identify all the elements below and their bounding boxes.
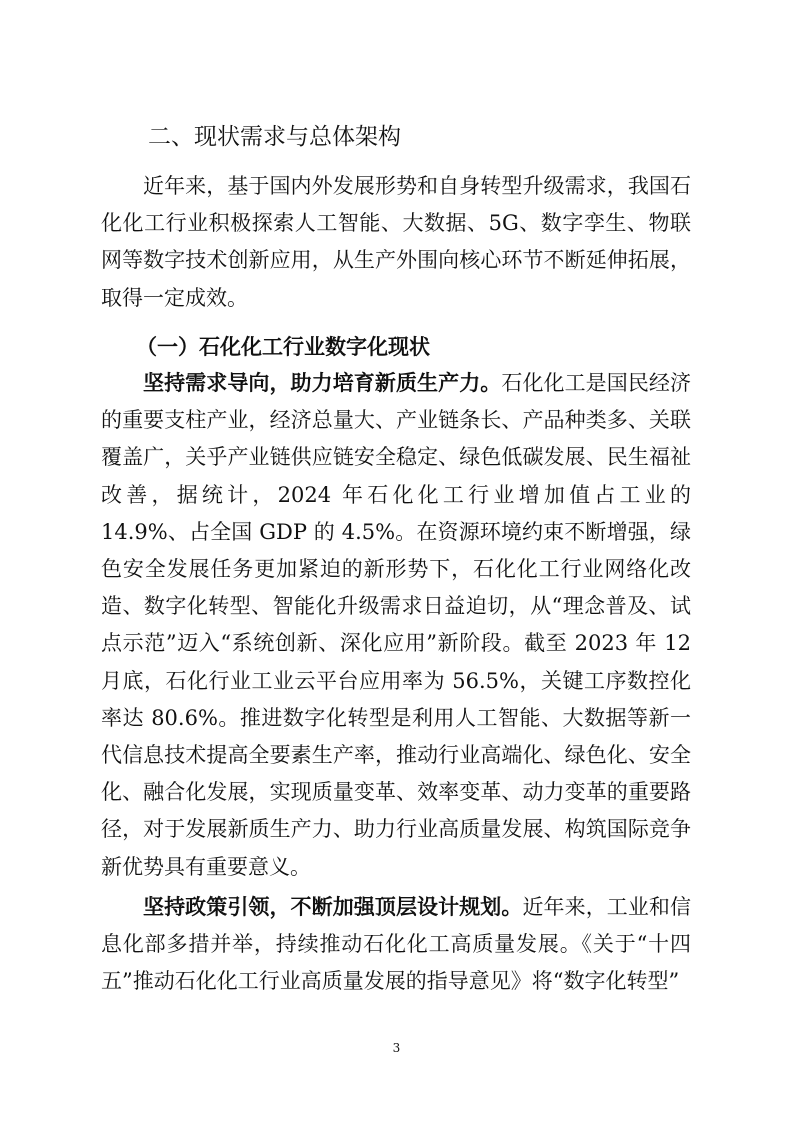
demand-paragraph bbox=[101, 365, 691, 886]
page-number: 3 bbox=[392, 1041, 401, 1055]
policy-paragraph bbox=[101, 889, 691, 1001]
section-heading: 二、现状需求与总体架构 bbox=[148, 124, 401, 150]
policy-paragraph-body: 近年来，工业和信息化部多措并举，持续推动石化化工高质量发展。《关于“十四五”推动石化化工行业高质量发展的指导意见》将“数字化转型” bbox=[101, 895, 692, 994]
policy-paragraph-lead: 坚持政策引领，不断加强顶层设计规划。 bbox=[143, 895, 523, 919]
intro-paragraph: 近年来，基于国内外发展形势和自身转型升级需求，我国石化化工行业积极探索人工智能、大数据、5G、数字孪生、物联网等数字技术创新应用，从生产外围向核心环节不断延伸拓展，取得一定成效。 bbox=[101, 174, 691, 310]
demand-paragraph-body: 石化化工是国民经济的重要支柱产业，经济总量大、产业链条长、产品种类多、关联覆盖广，关乎产业链供应链安全稳定、绿色低碳发展、民生福祉改善，据统计，2024 年石化化工行业增加值占工业的 14.9%、占全国 GDP 的 4.5%。在资源环境约束不断增强，绿色安全发展任务更加紧迫的新形势下，石化化工行业网络化改造、数字化转型、智能化升级需求日益迫切，从“理念普及、试点示范”迈入“系统创新、深化应用”新阶段。截至 2023 年 12 月底，石化行业工业云平台应用率为 56.5%，关键工序数控化率达 80.6%。推进数字化转型是利用人工智能、大数据等新一代信息技术提高全要素生产率，推动行业高端化、绿色化、安全化、融合化发展，实现质量变革、效率变革、动力变革的重要路径，对于发展新质生产力、助力行业高质量发展、构筑国际竞争新优势具有重要意义。 bbox=[101, 371, 691, 879]
subsection-heading: （一）石化化工行业数字化现状 bbox=[136, 335, 430, 359]
demand-paragraph-lead: 坚持需求导向，助力培育新质生产力。 bbox=[143, 371, 502, 395]
